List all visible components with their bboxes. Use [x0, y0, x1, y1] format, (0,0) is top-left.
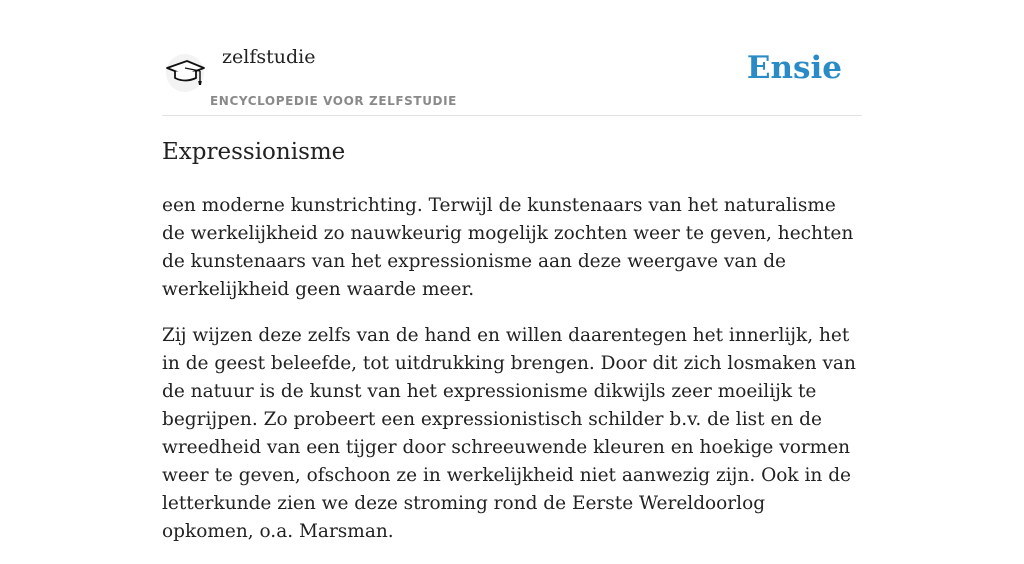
- article-body: [162, 192, 862, 564]
- article-title: Expressionisme: [162, 139, 346, 165]
- ensie-logo-link[interactable]: Ensie: [746, 50, 842, 86]
- site-header: [162, 40, 862, 116]
- site-name[interactable]: zelfstudie: [222, 46, 316, 68]
- article-paragraph: Zij wijzen deze zelfs van de hand en willen daarentegen het innerlijk, het in de geest beleefde, tot uitdrukking brengen. Door dit zich losmaken van de natuur is de kunst van het expressionisme dikwijls zeer moeilijk te begrijpen. Zo probeert een expressionistisch schilder b.v. de list en de wreedheid van een tijger door schreeuwende kleuren en hoekige vormen weer te geven, ofschoon ze in werkelijkheid niet aanwezig zijn. Ook in de letterkunde zien we deze stroming rond de Eerste Wereldoorlog opkomen, o.a. Marsman.: [162, 325, 856, 542]
- graduation-cap-icon[interactable]: [162, 52, 208, 92]
- article-paragraph: een moderne kunstrichting. Terwijl de kunstenaars van het naturalisme de werkelijkheid zo nauwkeurig mogelijk zochten weer te geven, hechten de kunstenaars van het expressionisme aan deze weergave van de werkelijkheid geen waarde meer.: [162, 195, 854, 300]
- site-tagline: ENCYCLOPEDIE VOOR ZELFSTUDIE: [210, 94, 457, 108]
